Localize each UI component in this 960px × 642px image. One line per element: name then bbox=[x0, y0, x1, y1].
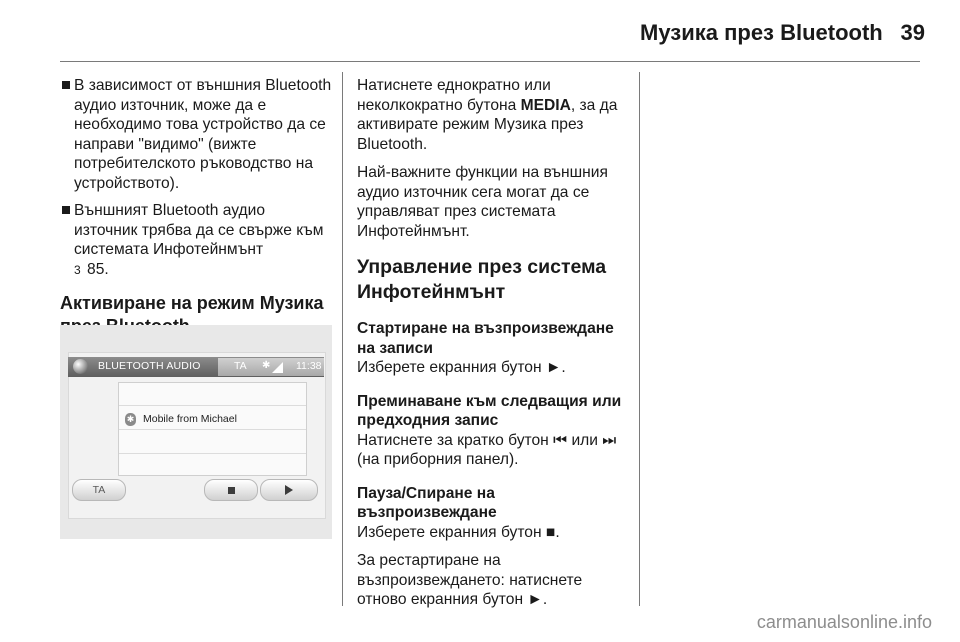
list-divider bbox=[119, 453, 306, 454]
running-header-title: Музика през Bluetooth bbox=[640, 20, 883, 45]
subsection-title: Стартиране на възпроизвеждане на записи bbox=[357, 320, 614, 357]
bullet-text: Външният Bluetooth аудио източник трябва да се свърже към системата Инфотейнмънт bbox=[74, 202, 324, 258]
play-icon bbox=[285, 485, 293, 495]
list-divider bbox=[119, 429, 306, 430]
play-button[interactable] bbox=[260, 479, 318, 501]
bluetooth-audio-screen-figure bbox=[60, 325, 332, 539]
screen-button-bar bbox=[72, 479, 320, 501]
home-orb-icon bbox=[73, 359, 88, 374]
page-reference-icon: 3 bbox=[74, 262, 81, 277]
media-button-label: MEDIA bbox=[520, 96, 571, 114]
left-column bbox=[60, 76, 332, 338]
page-number: 39 bbox=[900, 20, 925, 45]
device-list-panel bbox=[118, 382, 307, 476]
screen-title-bar bbox=[68, 357, 324, 377]
subsection-title: Преминаване към следващия или предходния запис bbox=[357, 392, 622, 429]
restart-paragraph: За рестартиране на възпроизвеждането: натиснете отново екранния бутон ►. bbox=[357, 552, 583, 608]
subsection-title: Пауза/Спиране на възпроизвеждане bbox=[357, 484, 497, 521]
clock-readout: 11:38 bbox=[296, 360, 322, 372]
bullet-item bbox=[60, 201, 332, 280]
column-divider-left bbox=[342, 72, 343, 606]
bullet-square-icon bbox=[62, 81, 70, 89]
signal-strength-icon bbox=[272, 362, 283, 373]
ta-status-label: TA bbox=[234, 360, 247, 372]
bullet-text: В зависимост от външния Bluetooth аудио източник, може да е необходимо това устройство да се направи "видимо" (вижте потребителското ръководство на устройството). bbox=[74, 77, 332, 192]
section-heading: Управление през система Инфотейнмънт bbox=[357, 256, 607, 303]
screen-title: BLUETOOTH AUDIO bbox=[98, 360, 201, 372]
device-list-item[interactable]: Mobile from Michael bbox=[143, 413, 237, 425]
watermark: carmanualsonline.info bbox=[756, 612, 932, 632]
subsection-body: Изберете екранния бутон ►. bbox=[357, 359, 566, 376]
stop-button[interactable] bbox=[204, 479, 258, 501]
middle-column bbox=[357, 76, 633, 619]
status-strip bbox=[218, 358, 324, 376]
functions-paragraph: Най-важните функции на външния аудио източник сега могат да се управляват през системата Инфотейнмънт. bbox=[357, 164, 608, 240]
list-divider bbox=[119, 405, 306, 406]
section-heading: Активиране на режим Музика bbox=[60, 293, 324, 313]
bullet-item bbox=[60, 76, 332, 193]
intro-paragraph: Натиснете еднократно или неколкократно бутона MEDIA, за да активирате режим Музика през Bluetooth. bbox=[357, 77, 618, 153]
subsection-body: Изберете екранния бутон ■. bbox=[357, 523, 560, 541]
bluetooth-device-icon: ✱ bbox=[126, 414, 135, 424]
stop-icon bbox=[228, 487, 235, 494]
ta-button[interactable]: TA bbox=[72, 479, 126, 501]
page-reference-link[interactable]: 85. bbox=[87, 260, 109, 278]
bullet-square-icon bbox=[62, 206, 70, 214]
column-divider-right bbox=[639, 72, 640, 606]
header-rule bbox=[60, 61, 920, 62]
bluetooth-status-icon: ✱ bbox=[262, 360, 271, 371]
subsection-body: Натиснете за кратко бутон ⏮ или ⏭ (на приборния панел). bbox=[357, 431, 617, 468]
